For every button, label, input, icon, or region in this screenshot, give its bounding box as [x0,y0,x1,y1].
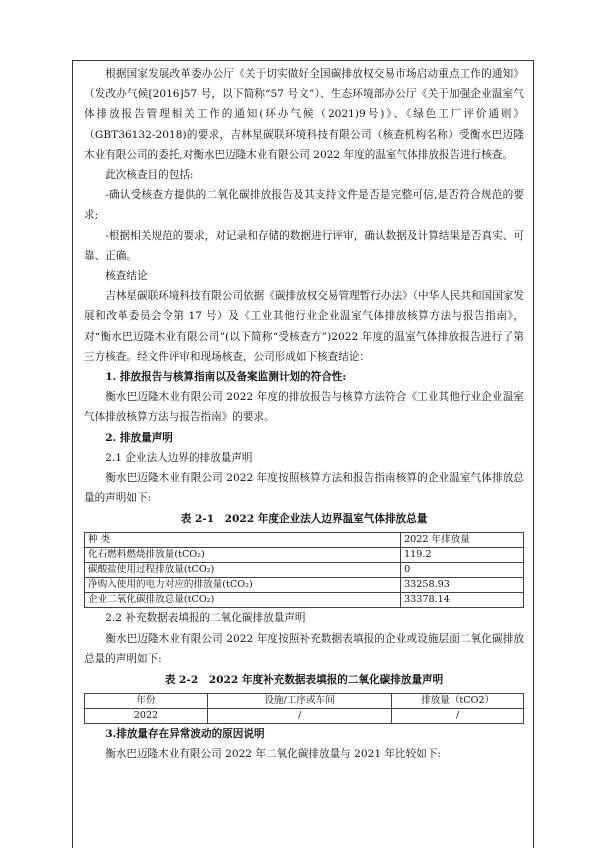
table-header-row [85,694,524,709]
table-cell: 净购入使用的电力对应的排放量(tCO₂) [85,578,401,593]
table-row [85,578,524,593]
table-2-2 [84,693,524,724]
table-cell: 33378.14 [401,593,524,608]
section-1-heading: 1. 排放报告与核算指南以及备案监测计划的符合性: [105,371,347,384]
table-header-row [85,533,524,548]
table-2-2-caption: 表 2-2 2022 年度补充数据表填报的二氧化碳排放量声明 [164,674,444,687]
conclusion-paragraph: 吉林星碳联环境科技有限公司依据《碳排放权交易管理暂行办法》（中华人民共和国国家发展和改革委员会令第 17 号）及《工业其他行业企业温室气体排放核算方法与报告指南》，对“衡水巴迈隆木业有限公司”(以下简称“受核查方”)2022 年度的温室气体排放报告进行了第三方核查。经文件评审和现场核查，公司形成如下核查结论： [84,290,524,363]
table-cell: 化石燃料燃烧排放量(tCO₂) [85,548,401,563]
table-cell: 33258.93 [401,578,524,593]
table-2-1 [84,532,524,608]
section-3-text: 衡水巴迈隆木业有限公司 2022 年二氧化碳排放量与 2021 年比较如下: [105,748,441,761]
table-cell: 碳酸盐使用过程排放量(tCO₂) [85,563,401,578]
purpose-heading: 此次核查目的包括: [105,169,194,182]
section-2-2-heading: 2.2 补充数据表填报的二氧化碳排放量声明 [105,612,306,625]
table-row [85,563,524,578]
table-cell: / [392,709,524,724]
section-3-heading: 3.排放量存在异常波动的原因说明 [105,728,265,741]
table-header-cell: 设施/工序或车间 [207,694,391,709]
table-header-cell: 种 类 [85,533,401,548]
table-row [85,709,524,724]
table-cell: 2022 [85,709,208,724]
table-cell: / [207,709,391,724]
table-cell: 119.2 [401,548,524,563]
document-body [84,64,524,764]
table-header-cell: 年份 [85,694,208,709]
table-header-cell: 2022 年排放量 [401,533,524,548]
table-2-1-caption: 表 2-1 2022 年度企业法人边界温室气体排放总量 [180,513,428,526]
table-row [85,548,524,563]
table-cell: 企业二氧化碳排放总量(tCO₂) [85,593,401,608]
section-2-1-heading: 2.1 企业法人边界的排放量声明 [105,451,253,464]
table-row [85,593,524,608]
section-2-heading: 2. 排放量声明 [105,431,173,444]
section-2-2-text: 衡水巴迈隆木业有限公司 2022 年度按照补充数据表填报的企业或设施层面二氧化碳排放总量的声明如下: [84,632,524,665]
intro-paragraph: 根据国家发展改革委办公厅《关于切实做好全国碳排放权交易市场启动重点工作的通知》（发改办气候[2016]57 号，以下简称“57 号文”）、生态环境部办公厅《关于加强企业温室气体排放报告管理相关工作的通知(环办气候（2021)9号)》、《绿色工厂评价通则》（GBT36132-2018)的要求，吉林星碳联环境科技有限公司（核查机构名称）受衡水巴迈隆木业有限公司的委托,对衡水巴迈隆木业有限公司 2022 年度的温室气体排放报告进行核查。 [84,68,524,161]
conclusion-heading: 核查结论 [105,270,148,283]
table-header-cell: 排放量（tCO2） [392,694,524,709]
purpose-item-2: -根据相关规范的要求，对记录和存储的数据进行评审，确认数据及计算结果是否真实、可靠、正确。 [84,229,524,262]
section-2-1-text: 衡水巴迈隆木业有限公司 2022 年度按照核算方法和报告指南核算的企业温室气体排放总量的声明如下: [84,472,524,505]
purpose-item-1: -确认受核查方提供的二氧化碳排放报告及其支持文件是否是完整可信,是否符合规范的要求; [84,189,524,222]
table-cell: 0 [401,563,524,578]
section-1-text: 衡水巴迈隆木业有限公司 2022 年度的排放报告与核算方法符合《工业其他行业企业温室气体排放核算方法与报告指南》的要求。 [84,391,524,424]
